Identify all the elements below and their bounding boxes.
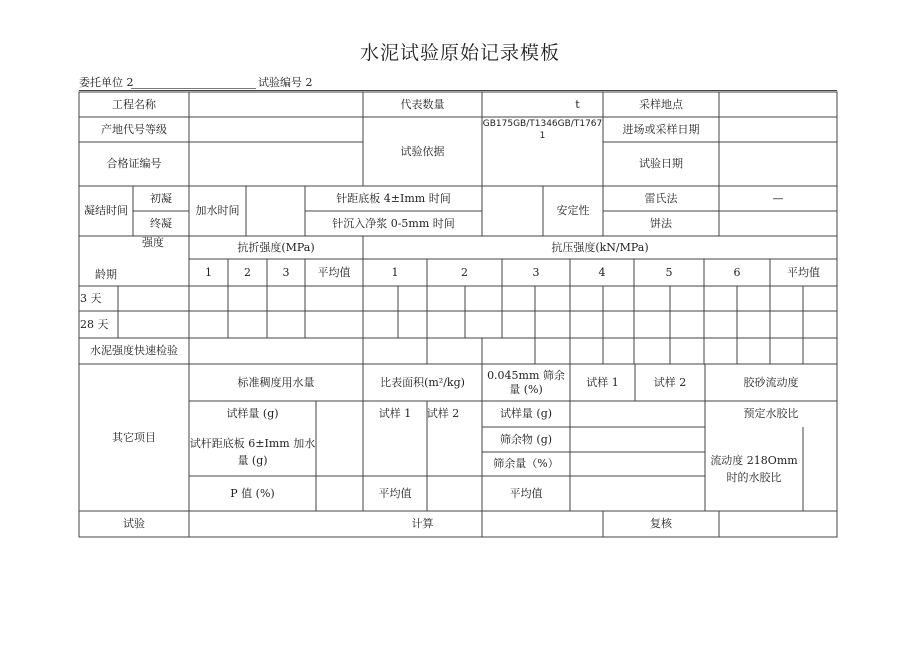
average-2-label: 平均值 xyxy=(509,486,543,500)
sample-2-label: 试样 2 xyxy=(653,375,687,389)
sample-mass-label: 试样量 (g) xyxy=(226,407,279,420)
comp-col-1: 1 xyxy=(391,265,399,279)
calculator-label: 计算 xyxy=(411,517,434,530)
origin-grade-label: 产地代号等级 xyxy=(101,122,167,136)
comp-col-2: 2 xyxy=(461,265,468,279)
stability-label: 安定性 xyxy=(556,204,590,217)
mortar-fluidity-label: 胶砂流动度 xyxy=(743,375,799,389)
sieve-residue-045-label: 0.045mm 筛余量 (%) xyxy=(487,368,565,396)
comp-col-4: 4 xyxy=(598,265,606,279)
cert-no-label: 合格证编号 xyxy=(106,157,162,170)
average-1-label: 平均值 xyxy=(378,486,412,500)
sieve-residue-pct-label: 筛余量（%） xyxy=(493,457,559,470)
flex-col-avg: 平均值 xyxy=(317,265,351,279)
water-add-time-label: 加水时间 xyxy=(195,204,240,217)
flex-col-1: 1 xyxy=(205,265,212,279)
compressive-strength-label: 抗压强度(kN/MPa) xyxy=(551,240,649,254)
specific-surface-label: 比表面积(m²/kg) xyxy=(380,375,465,389)
quick-test-label: 水泥强度快速检验 xyxy=(90,344,178,357)
flex-col-3: 3 xyxy=(282,265,290,279)
sample-2b-label: 试样 2 xyxy=(426,407,460,420)
sampling-site-label: 采样地点 xyxy=(639,97,683,111)
std-consistency-water-label: 标准稠度用水量 xyxy=(237,375,315,389)
test-basis-label: 试验依据 xyxy=(400,144,445,158)
sample-mass-2-label: 试样量 (g) xyxy=(499,407,553,420)
tester-label: 试验 xyxy=(123,517,145,530)
flex-col-2: 2 xyxy=(244,265,251,279)
le-method-label: 雷氏法 xyxy=(644,191,678,205)
test-no-label: 试验编号 2 xyxy=(258,76,313,89)
age-label: 龄期 xyxy=(95,268,117,281)
needle-bottom-time-label: 针距底板 4±Imm 时间 xyxy=(336,191,451,205)
fluidity-wc-ratio-label: 流动度 218Omm 时的水胶比 xyxy=(710,454,798,484)
other-items-label: 其它项目 xyxy=(112,430,156,444)
unit-t: t xyxy=(575,97,580,111)
client-label: 委托单位 2 xyxy=(79,76,134,89)
preset-wc-ratio-label: 预定水胶比 xyxy=(743,407,799,420)
test-date-label: 试验日期 xyxy=(639,157,683,170)
project-name-label: 工程名称 xyxy=(112,97,156,111)
comp-col-6: 6 xyxy=(733,265,741,279)
age-3-days: 3 天 xyxy=(80,291,102,305)
comp-col-5: 5 xyxy=(665,265,673,279)
cake-method-label: 饼法 xyxy=(650,216,672,230)
represent-qty-label: 代表数量 xyxy=(400,97,445,111)
le-method-dash: — xyxy=(772,191,784,205)
final-set-label: 终凝 xyxy=(150,216,172,230)
page-title: 水泥试验原始记录模板 xyxy=(359,42,560,64)
standard-codes: GB175GB/T1346GB/T1767 1 xyxy=(482,118,603,141)
reviewer-label: 复核 xyxy=(650,517,672,530)
comp-col-3: 3 xyxy=(532,265,540,279)
setting-time-label: 凝结时间 xyxy=(84,204,128,217)
flexural-strength-label: 抗折强度(MPa) xyxy=(237,240,315,254)
water-add-amount-label: 试杆距底板 6±Imm 加水量 (g) xyxy=(189,436,316,467)
strength-label: 强度 xyxy=(142,236,164,249)
p-value-label: P 值 (%) xyxy=(230,486,275,500)
initial-set-label: 初凝 xyxy=(150,191,172,205)
sample-1-label: 试样 1 xyxy=(586,375,619,389)
sample-1b-label: 试样 1 xyxy=(378,407,412,420)
comp-col-avg: 平均值 xyxy=(787,265,820,279)
sieve-material-label: 筛余物 (g) xyxy=(499,432,553,446)
entry-date-label: 进场或采样日期 xyxy=(622,122,700,136)
needle-sink-time-label: 针沉入净浆 0-5mm 时间 xyxy=(332,216,455,230)
age-28-days: 28 天 xyxy=(80,317,109,331)
